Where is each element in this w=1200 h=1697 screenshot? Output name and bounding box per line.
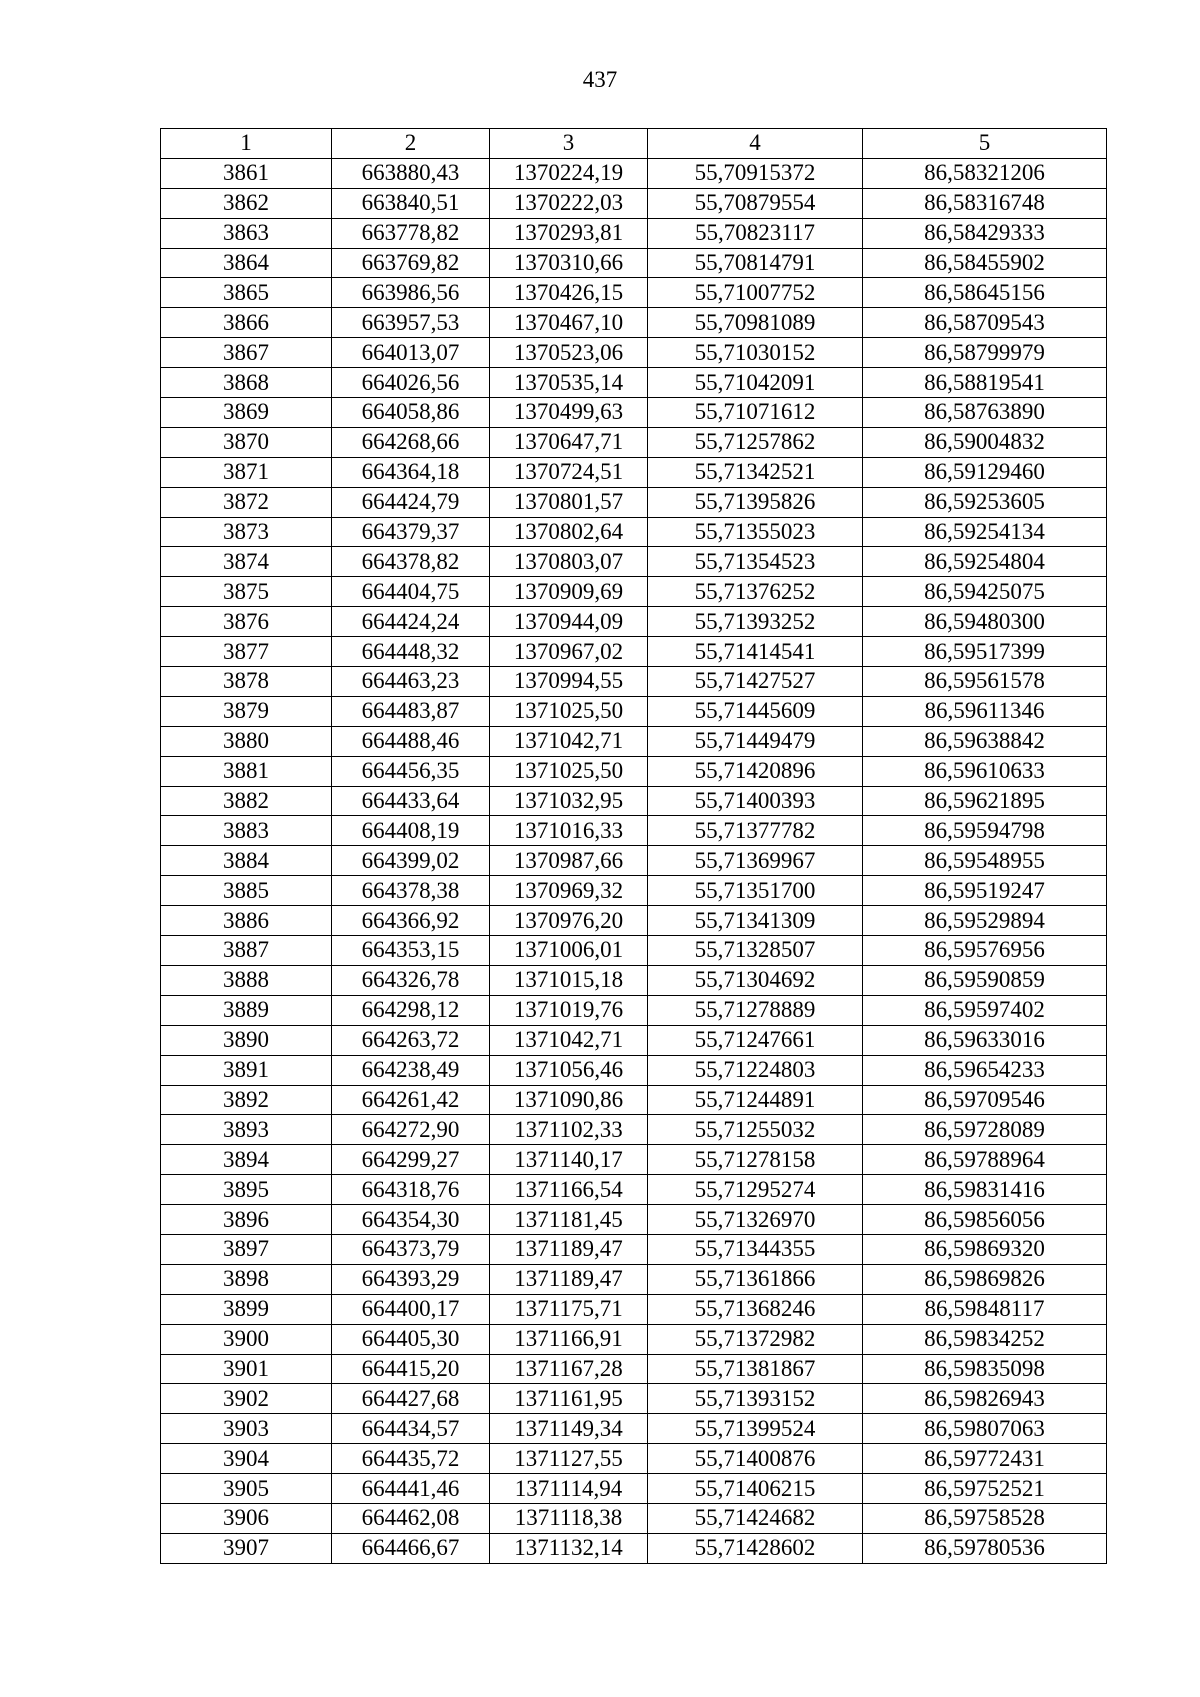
table-cell-col-4: 55,70814791 — [648, 248, 863, 278]
table-row — [161, 487, 1107, 517]
table-cell-col-3: 1370909,69 — [490, 577, 648, 607]
table-row — [161, 1115, 1107, 1145]
coordinates-table — [160, 128, 1107, 1564]
table-cell-col-4: 55,71420896 — [648, 756, 863, 786]
table-cell-col-3: 1370222,03 — [490, 188, 648, 218]
table-cell-col-1: 3867 — [161, 338, 332, 368]
table-cell-col-3: 1370224,19 — [490, 158, 648, 188]
table-cell-col-2: 664415,20 — [332, 1354, 490, 1384]
table-cell-col-1: 3872 — [161, 487, 332, 517]
table-cell-col-5: 86,58321206 — [863, 158, 1107, 188]
table-cell-col-5: 86,59780536 — [863, 1533, 1107, 1563]
table-row — [161, 1444, 1107, 1474]
table-cell-col-1: 3871 — [161, 457, 332, 487]
table-cell-col-2: 664408,19 — [332, 816, 490, 846]
table-cell-col-1: 3884 — [161, 846, 332, 876]
table-cell-col-4: 55,71393152 — [648, 1384, 863, 1414]
table-cell-col-5: 86,59254804 — [863, 547, 1107, 577]
table-cell-col-4: 55,70823117 — [648, 218, 863, 248]
table-cell-col-3: 1370987,66 — [490, 846, 648, 876]
table-cell-col-1: 3866 — [161, 308, 332, 338]
table-cell-col-3: 1371118,38 — [490, 1503, 648, 1533]
table-cell-col-4: 55,71368246 — [648, 1294, 863, 1324]
table-cell-col-1: 3878 — [161, 667, 332, 697]
table-cell-col-4: 55,71351700 — [648, 876, 863, 906]
table-cell-col-3: 1370803,07 — [490, 547, 648, 577]
table-cell-col-3: 1371166,54 — [490, 1175, 648, 1205]
table-cell-col-5: 86,59848117 — [863, 1294, 1107, 1324]
table-cell-col-2: 664378,38 — [332, 876, 490, 906]
table-row — [161, 338, 1107, 368]
table-cell-col-5: 86,59590859 — [863, 965, 1107, 995]
table-cell-col-5: 86,59835098 — [863, 1354, 1107, 1384]
table-cell-col-4: 55,71424682 — [648, 1503, 863, 1533]
table-cell-col-4: 55,71400876 — [648, 1444, 863, 1474]
table-cell-col-5: 86,59856056 — [863, 1205, 1107, 1235]
table-row — [161, 1354, 1107, 1384]
table-cell-col-1: 3863 — [161, 218, 332, 248]
table-cell-col-1: 3892 — [161, 1085, 332, 1115]
table-cell-col-4: 55,71328507 — [648, 936, 863, 966]
table-cell-col-5: 86,58316748 — [863, 188, 1107, 218]
table-cell-col-4: 55,71355023 — [648, 517, 863, 547]
table-cell-col-2: 664238,49 — [332, 1055, 490, 1085]
table-row — [161, 846, 1107, 876]
table-cell-col-2: 664299,27 — [332, 1145, 490, 1175]
table-cell-col-2: 664298,12 — [332, 995, 490, 1025]
table-cell-col-3: 1370523,06 — [490, 338, 648, 368]
table-cell-col-3: 1371175,71 — [490, 1294, 648, 1324]
table-cell-col-5: 86,59611346 — [863, 696, 1107, 726]
table-cell-col-3: 1371167,28 — [490, 1354, 648, 1384]
table-cell-col-2: 664373,79 — [332, 1234, 490, 1264]
table-cell-col-2: 664424,79 — [332, 487, 490, 517]
table-cell-col-4: 55,71030152 — [648, 338, 863, 368]
table-cell-col-4: 55,71341309 — [648, 906, 863, 936]
table-cell-col-1: 3876 — [161, 607, 332, 637]
table-cell-col-4: 55,71445609 — [648, 696, 863, 726]
table-cell-col-2: 664405,30 — [332, 1324, 490, 1354]
table-cell-col-4: 55,71376252 — [648, 577, 863, 607]
header-cell-col-3: 3 — [490, 129, 648, 159]
table-row — [161, 1324, 1107, 1354]
table-cell-col-5: 86,59517399 — [863, 637, 1107, 667]
table-cell-col-2: 664364,18 — [332, 457, 490, 487]
table-cell-col-1: 3873 — [161, 517, 332, 547]
table-cell-col-3: 1371025,50 — [490, 756, 648, 786]
table-row — [161, 965, 1107, 995]
table-cell-col-1: 3869 — [161, 398, 332, 428]
table-cell-col-2: 664433,64 — [332, 786, 490, 816]
table-cell-col-1: 3900 — [161, 1324, 332, 1354]
table-cell-col-3: 1371016,33 — [490, 816, 648, 846]
header-cell-col-4: 4 — [648, 129, 863, 159]
table-cell-col-4: 55,71427527 — [648, 667, 863, 697]
table-cell-col-1: 3896 — [161, 1205, 332, 1235]
table-cell-col-5: 86,59834252 — [863, 1324, 1107, 1354]
table-cell-col-5: 86,58645156 — [863, 278, 1107, 308]
table-cell-col-5: 86,59597402 — [863, 995, 1107, 1025]
table-row — [161, 1055, 1107, 1085]
table-cell-col-3: 1370467,10 — [490, 308, 648, 338]
table-cell-col-2: 664488,46 — [332, 726, 490, 756]
table-row — [161, 607, 1107, 637]
table-cell-col-4: 55,71381867 — [648, 1354, 863, 1384]
table-body — [161, 158, 1107, 1563]
table-row — [161, 906, 1107, 936]
table-cell-col-2: 664435,72 — [332, 1444, 490, 1474]
table-cell-col-1: 3894 — [161, 1145, 332, 1175]
table-cell-col-5: 86,59788964 — [863, 1145, 1107, 1175]
table-cell-col-1: 3886 — [161, 906, 332, 936]
table-cell-col-2: 664354,30 — [332, 1205, 490, 1235]
table-cell-col-4: 55,71278158 — [648, 1145, 863, 1175]
table-cell-col-4: 55,71071612 — [648, 398, 863, 428]
table-cell-col-3: 1370802,64 — [490, 517, 648, 547]
table-cell-col-1: 3897 — [161, 1234, 332, 1264]
table-cell-col-4: 55,71372982 — [648, 1324, 863, 1354]
table-cell-col-5: 86,59129460 — [863, 457, 1107, 487]
table-row — [161, 248, 1107, 278]
table-cell-col-2: 664263,72 — [332, 1025, 490, 1055]
table-cell-col-1: 3870 — [161, 427, 332, 457]
table-cell-col-4: 55,70879554 — [648, 188, 863, 218]
table-cell-col-3: 1371032,95 — [490, 786, 648, 816]
table-cell-col-3: 1371166,91 — [490, 1324, 648, 1354]
table-cell-col-4: 55,71414541 — [648, 637, 863, 667]
table-cell-col-5: 86,59869320 — [863, 1234, 1107, 1264]
table-cell-col-2: 664379,37 — [332, 517, 490, 547]
table-cell-col-2: 664366,92 — [332, 906, 490, 936]
table-cell-col-1: 3885 — [161, 876, 332, 906]
table-cell-col-5: 86,59425075 — [863, 577, 1107, 607]
table-row — [161, 876, 1107, 906]
table-cell-col-1: 3882 — [161, 786, 332, 816]
table-cell-col-3: 1370994,55 — [490, 667, 648, 697]
table-cell-col-2: 664434,57 — [332, 1414, 490, 1444]
table-cell-col-1: 3888 — [161, 965, 332, 995]
table-row — [161, 696, 1107, 726]
table-cell-col-4: 55,70981089 — [648, 308, 863, 338]
table-cell-col-1: 3906 — [161, 1503, 332, 1533]
table-cell-col-4: 55,71395826 — [648, 487, 863, 517]
table-cell-col-2: 664456,35 — [332, 756, 490, 786]
table-cell-col-5: 86,58455902 — [863, 248, 1107, 278]
table-cell-col-1: 3893 — [161, 1115, 332, 1145]
table-cell-col-3: 1371189,47 — [490, 1264, 648, 1294]
table-row — [161, 457, 1107, 487]
table-cell-col-4: 55,71344355 — [648, 1234, 863, 1264]
table-cell-col-5: 86,59253605 — [863, 487, 1107, 517]
table-cell-col-3: 1371181,45 — [490, 1205, 648, 1235]
table-cell-col-3: 1370976,20 — [490, 906, 648, 936]
table-cell-col-2: 664463,23 — [332, 667, 490, 697]
table-row — [161, 1234, 1107, 1264]
table-cell-col-5: 86,59807063 — [863, 1414, 1107, 1444]
table-cell-col-2: 664448,32 — [332, 637, 490, 667]
table-cell-col-3: 1370426,15 — [490, 278, 648, 308]
table-cell-col-5: 86,59529894 — [863, 906, 1107, 936]
table-cell-col-4: 55,71257862 — [648, 427, 863, 457]
table-cell-col-5: 86,59621895 — [863, 786, 1107, 816]
header-row — [161, 129, 1107, 159]
table-cell-col-3: 1371090,86 — [490, 1085, 648, 1115]
table-row — [161, 637, 1107, 667]
table-cell-col-3: 1370944,09 — [490, 607, 648, 637]
table-cell-col-1: 3880 — [161, 726, 332, 756]
table-cell-col-2: 663778,82 — [332, 218, 490, 248]
table-row — [161, 218, 1107, 248]
table-cell-col-2: 664399,02 — [332, 846, 490, 876]
table-row — [161, 1474, 1107, 1504]
table-row — [161, 278, 1107, 308]
table-row — [161, 667, 1107, 697]
table-row — [161, 398, 1107, 428]
table-cell-col-2: 663840,51 — [332, 188, 490, 218]
table-cell-col-2: 663986,56 — [332, 278, 490, 308]
table-row — [161, 756, 1107, 786]
table-cell-col-2: 664424,24 — [332, 607, 490, 637]
table-cell-col-1: 3902 — [161, 1384, 332, 1414]
table-cell-col-4: 55,71342521 — [648, 457, 863, 487]
table-cell-col-4: 55,71247661 — [648, 1025, 863, 1055]
table-cell-col-5: 86,59772431 — [863, 1444, 1107, 1474]
table-cell-col-1: 3883 — [161, 816, 332, 846]
table-cell-col-3: 1371042,71 — [490, 1025, 648, 1055]
table-cell-col-4: 55,71042091 — [648, 368, 863, 398]
table-cell-col-5: 86,59576956 — [863, 936, 1107, 966]
table-cell-col-1: 3864 — [161, 248, 332, 278]
table-cell-col-2: 664326,78 — [332, 965, 490, 995]
table-cell-col-2: 664013,07 — [332, 338, 490, 368]
table-cell-col-4: 55,71278889 — [648, 995, 863, 1025]
table-cell-col-5: 86,59752521 — [863, 1474, 1107, 1504]
table-cell-col-5: 86,59610633 — [863, 756, 1107, 786]
table-cell-col-1: 3889 — [161, 995, 332, 1025]
table-cell-col-5: 86,59728089 — [863, 1115, 1107, 1145]
table-cell-col-5: 86,59633016 — [863, 1025, 1107, 1055]
table-row — [161, 1294, 1107, 1324]
table-cell-col-5: 86,58819541 — [863, 368, 1107, 398]
table-cell-col-2: 664026,56 — [332, 368, 490, 398]
table-cell-col-5: 86,59826943 — [863, 1384, 1107, 1414]
table-cell-col-3: 1371025,50 — [490, 696, 648, 726]
table-cell-col-3: 1371114,94 — [490, 1474, 648, 1504]
table-cell-col-1: 3904 — [161, 1444, 332, 1474]
table-cell-col-1: 3861 — [161, 158, 332, 188]
table-cell-col-3: 1371189,47 — [490, 1234, 648, 1264]
table-cell-col-2: 664272,90 — [332, 1115, 490, 1145]
table-cell-col-4: 55,71354523 — [648, 547, 863, 577]
table-cell-col-3: 1370801,57 — [490, 487, 648, 517]
table-cell-col-5: 86,59254134 — [863, 517, 1107, 547]
table-row — [161, 188, 1107, 218]
table-cell-col-3: 1371149,34 — [490, 1414, 648, 1444]
table-cell-col-2: 664483,87 — [332, 696, 490, 726]
table-cell-col-3: 1370310,66 — [490, 248, 648, 278]
table-cell-col-1: 3874 — [161, 547, 332, 577]
table-cell-col-5: 86,59709546 — [863, 1085, 1107, 1115]
table-cell-col-3: 1370293,81 — [490, 218, 648, 248]
table-cell-col-2: 664378,82 — [332, 547, 490, 577]
table-cell-col-1: 3890 — [161, 1025, 332, 1055]
table-row — [161, 308, 1107, 338]
table-cell-col-2: 664404,75 — [332, 577, 490, 607]
table-cell-col-2: 664400,17 — [332, 1294, 490, 1324]
table-cell-col-1: 3899 — [161, 1294, 332, 1324]
table-cell-col-4: 55,71449479 — [648, 726, 863, 756]
table-cell-col-1: 3877 — [161, 637, 332, 667]
table-cell-col-2: 664318,76 — [332, 1175, 490, 1205]
table-cell-col-3: 1371056,46 — [490, 1055, 648, 1085]
table-cell-col-4: 55,71406215 — [648, 1474, 863, 1504]
table-cell-col-3: 1370499,63 — [490, 398, 648, 428]
table-cell-col-5: 86,59869826 — [863, 1264, 1107, 1294]
table-cell-col-2: 664466,67 — [332, 1533, 490, 1563]
table-cell-col-3: 1370535,14 — [490, 368, 648, 398]
table-row — [161, 995, 1107, 1025]
table-cell-col-4: 55,71304692 — [648, 965, 863, 995]
table-row — [161, 1503, 1107, 1533]
table-row — [161, 158, 1107, 188]
table-cell-col-4: 55,71428602 — [648, 1533, 863, 1563]
table-cell-col-5: 86,59480300 — [863, 607, 1107, 637]
table-cell-col-5: 86,58799979 — [863, 338, 1107, 368]
table-cell-col-1: 3891 — [161, 1055, 332, 1085]
table-cell-col-5: 86,58429333 — [863, 218, 1107, 248]
table-row — [161, 577, 1107, 607]
table-cell-col-3: 1371132,14 — [490, 1533, 648, 1563]
table-cell-col-4: 55,71244891 — [648, 1085, 863, 1115]
table-cell-col-3: 1371140,17 — [490, 1145, 648, 1175]
table-cell-col-4: 55,71361866 — [648, 1264, 863, 1294]
table-row — [161, 936, 1107, 966]
table-cell-col-4: 55,71377782 — [648, 816, 863, 846]
table-cell-col-1: 3901 — [161, 1354, 332, 1384]
table-cell-col-2: 664462,08 — [332, 1503, 490, 1533]
table-cell-col-2: 664268,66 — [332, 427, 490, 457]
table-cell-col-2: 664261,42 — [332, 1085, 490, 1115]
table-cell-col-5: 86,59561578 — [863, 667, 1107, 697]
table-cell-col-3: 1371015,18 — [490, 965, 648, 995]
table-row — [161, 427, 1107, 457]
table-cell-col-1: 3905 — [161, 1474, 332, 1504]
table-cell-col-1: 3898 — [161, 1264, 332, 1294]
table-cell-col-5: 86,59004832 — [863, 427, 1107, 457]
table-cell-col-1: 3862 — [161, 188, 332, 218]
table-cell-col-4: 55,71007752 — [648, 278, 863, 308]
table-cell-col-4: 55,71224803 — [648, 1055, 863, 1085]
table-cell-col-3: 1371006,01 — [490, 936, 648, 966]
table-row — [161, 1205, 1107, 1235]
table-cell-col-5: 86,59831416 — [863, 1175, 1107, 1205]
table-cell-col-2: 663957,53 — [332, 308, 490, 338]
table-row — [161, 1085, 1107, 1115]
table-cell-col-1: 3907 — [161, 1533, 332, 1563]
page-number: 437 — [582, 67, 618, 92]
table-cell-col-2: 664441,46 — [332, 1474, 490, 1504]
table-row — [161, 726, 1107, 756]
table-cell-col-5: 86,59654233 — [863, 1055, 1107, 1085]
table-row — [161, 1264, 1107, 1294]
table-cell-col-2: 663880,43 — [332, 158, 490, 188]
table-cell-col-5: 86,59638842 — [863, 726, 1107, 756]
table-cell-col-5: 86,59758528 — [863, 1503, 1107, 1533]
table-row — [161, 1414, 1107, 1444]
table-cell-col-3: 1371042,71 — [490, 726, 648, 756]
table-cell-col-1: 3868 — [161, 368, 332, 398]
table-header — [161, 129, 1107, 159]
table-cell-col-3: 1371161,95 — [490, 1384, 648, 1414]
table-row — [161, 547, 1107, 577]
table-cell-col-4: 55,71400393 — [648, 786, 863, 816]
table-cell-col-4: 55,71399524 — [648, 1414, 863, 1444]
table-cell-col-3: 1370724,51 — [490, 457, 648, 487]
table-cell-col-4: 55,71326970 — [648, 1205, 863, 1235]
table-cell-col-4: 55,71255032 — [648, 1115, 863, 1145]
table-cell-col-4: 55,71369967 — [648, 846, 863, 876]
table-cell-col-3: 1370969,32 — [490, 876, 648, 906]
table-cell-col-2: 663769,82 — [332, 248, 490, 278]
table-cell-col-1: 3895 — [161, 1175, 332, 1205]
table-row — [161, 786, 1107, 816]
table-cell-col-4: 55,71393252 — [648, 607, 863, 637]
table-cell-col-5: 86,58709543 — [863, 308, 1107, 338]
table-cell-col-2: 664393,29 — [332, 1264, 490, 1294]
table-cell-col-1: 3881 — [161, 756, 332, 786]
table-cell-col-3: 1371127,55 — [490, 1444, 648, 1474]
table-cell-col-2: 664353,15 — [332, 936, 490, 966]
table-row — [161, 1533, 1107, 1563]
table-cell-col-5: 86,59548955 — [863, 846, 1107, 876]
header-cell-col-2: 2 — [332, 129, 490, 159]
table-cell-col-3: 1371019,76 — [490, 995, 648, 1025]
table-cell-col-4: 55,71295274 — [648, 1175, 863, 1205]
header-cell-col-5: 5 — [863, 129, 1107, 159]
table-cell-col-5: 86,58763890 — [863, 398, 1107, 428]
table-cell-col-3: 1370967,02 — [490, 637, 648, 667]
table-cell-col-4: 55,70915372 — [648, 158, 863, 188]
table-cell-col-1: 3879 — [161, 696, 332, 726]
table-cell-col-3: 1370647,71 — [490, 427, 648, 457]
table-row — [161, 1175, 1107, 1205]
table-row — [161, 1145, 1107, 1175]
table-cell-col-1: 3903 — [161, 1414, 332, 1444]
table-cell-col-3: 1371102,33 — [490, 1115, 648, 1145]
table-row — [161, 368, 1107, 398]
table-cell-col-5: 86,59594798 — [863, 816, 1107, 846]
table-cell-col-1: 3865 — [161, 278, 332, 308]
table-row — [161, 517, 1107, 547]
table-row — [161, 1384, 1107, 1414]
table-row — [161, 1025, 1107, 1055]
header-cell-col-1: 1 — [161, 129, 332, 159]
table-cell-col-1: 3875 — [161, 577, 332, 607]
table-cell-col-5: 86,59519247 — [863, 876, 1107, 906]
table-cell-col-1: 3887 — [161, 936, 332, 966]
table-cell-col-2: 664058,86 — [332, 398, 490, 428]
table-row — [161, 816, 1107, 846]
table-cell-col-2: 664427,68 — [332, 1384, 490, 1414]
